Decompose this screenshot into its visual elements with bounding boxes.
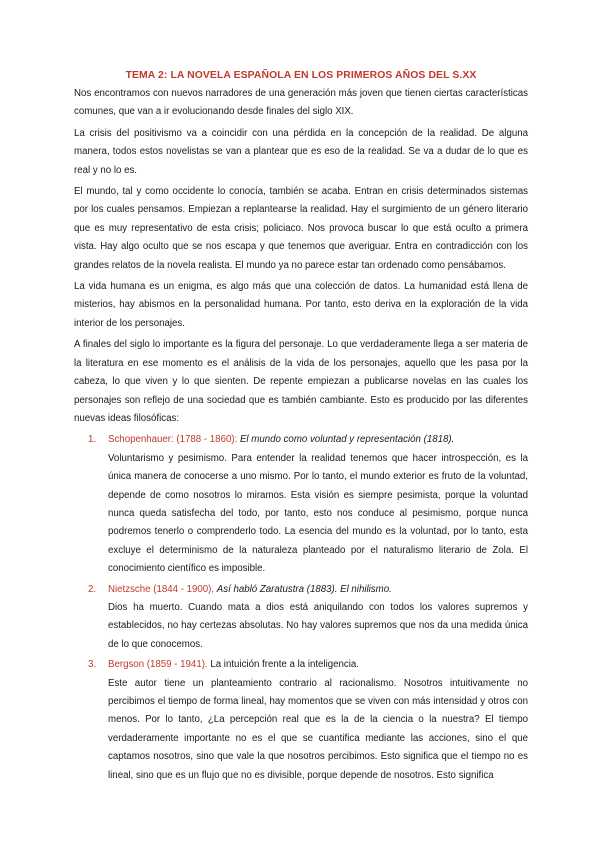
philosopher-description: Este autor tiene un planteamiento contrario al racionalismo. Nosotros intuitivamente no percibimos el tiempo de forma lineal, hay momentos que se viven con más intensidad y otros con menos. Por lo tanto, ¿La percepción real que es la de la ciencia o la nuestra? El tiempo verdaderamente importante no es el que se cuantifica mediante las acciones, sino el que captamos nosotros, sino que vale la que nosotros percibimos. Esto significa que el tiempo no es lineal, sino que es un flujo que no es divisible, porque depende de nosotros. Esto significa (108, 677, 528, 781)
philosopher-topic: La intuición frente a la inteligencia. (210, 659, 359, 671)
philosopher-item-bergson (74, 656, 528, 785)
philosopher-name: Bergson (1859 - 1941). (108, 659, 208, 671)
philosopher-heading (108, 431, 528, 449)
paragraph-human-enigma: La vida humana es un enigma, es algo más que una colección de datos. La humanidad está llena de misterios, hay abismos en la personalidad humana. Por tanto, esto deriva en la exploración de la vida interior de los personajes. (74, 281, 528, 329)
philosopher-item-nietzsche (74, 581, 528, 655)
paragraph-intro: Nos encontramos con nuevos narradores de una generación más joven que tienen ciertas características comunes, que van a ir evolucionando desde finales del siglo XIX. (74, 88, 528, 118)
document-content (74, 70, 528, 787)
list-number: 2. (88, 583, 97, 595)
philosophers-list (74, 431, 528, 785)
list-number: 3. (88, 659, 97, 671)
philosopher-heading (108, 581, 528, 599)
philosopher-description: Voluntarismo y pesimismo. Para entender la realidad tenemos que hacer introspección, es la única manera de conocerse a uno mismo. Por lo tanto, el mundo exterior es fruto de la voluntad, depende de como nosotros lo miramos. Esta visión es siempre pesimista, porque la voluntad nunca queda satisfecha del todo, por tanto, esto nos conduce al pesimismo, porque nunca podremos tenerlo o comprenderlo todo. La esencia del mundo es la voluntad, por lo tanto, esta excluye el determinismo de la naturaleza planteado por el naturalismo literario de Zola. El conocimiento científico es imposible. (108, 452, 528, 575)
paragraph-world-crisis: El mundo, tal y como occidente lo conocía, también se acaba. Entran en crisis determinados sistemas por los cuales pensamos. Empiezan a replantearse la realidad. Hay el surgimiento de un género literario que es muy representativo de esta crisis; policiaco. Nos provoca buscar lo que está oculto a primera vista. Hay algo oculto que se nos escapa y que tenemos que averiguar. Entra en contradicción con los grandes relatos de la novela realista. El mundo ya no parece estar tan ordenado como pensábamos. (74, 186, 528, 271)
list-number: 1. (88, 434, 97, 446)
philosopher-heading (108, 656, 528, 674)
document-title: TEMA 2: LA NOVELA ESPAÑOLA EN LOS PRIMEROS AÑOS DEL S.XX (125, 70, 477, 81)
philosopher-description: Dios ha muerto. Cuando mata a dios está aniquilando con todos los valores supremos y establecidos, no hay certezas absolutas. No hay valores supremos que nos da una medida única de lo que conocemos. (108, 601, 528, 650)
philosopher-work: El mundo como voluntad y representación (1818). (239, 434, 455, 446)
paragraph-positivism-crisis: La crisis del positivismo va a coincidir con una pérdida en la concepción de la realidad. De alguna manera, todos estos novelistas se van a plantear que es eso de la realidad. Se va a dudar de lo que es real y no lo es. (74, 127, 528, 176)
philosopher-work: Así habló Zaratustra (1883). El nihilismo. (216, 583, 392, 595)
philosopher-name: Schopenhauer: (1788 - 1860): (108, 434, 238, 446)
philosopher-item-schopenhauer (74, 431, 528, 578)
paragraph-character-figure: A finales del siglo lo importante es la figura del personaje. Lo que verdaderamente llega a ser materia de la literatura en ese momento es el análisis de la vida de los personajes, aquello que les pasa por la cabeza, lo que viven y lo que sienten. De repente empiezan a publicarse novelas en las cuales los personajes son reflejo de una sociedad que es también cambiante. Esto es producido por las diferentes nuevas ideas filosóficas: (74, 339, 528, 424)
philosopher-name: Nietzsche (1844 - 1900), (108, 583, 215, 595)
